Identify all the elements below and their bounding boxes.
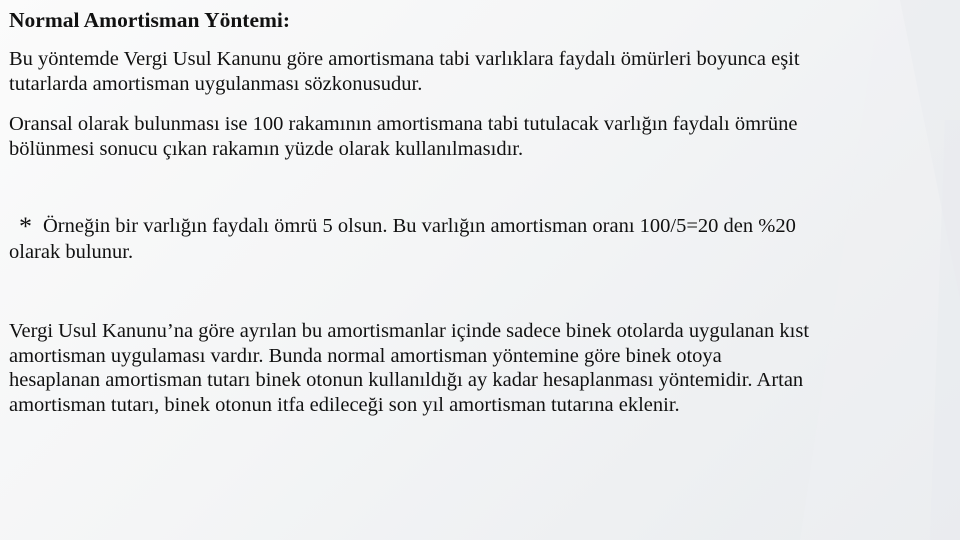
asterisk-bullet-icon: * (19, 212, 32, 241)
paragraph-partial-line-2: amortisman uygulaması vardır. Bunda normal amortisman yöntemine göre binek otoya (9, 344, 722, 367)
paragraph-definition-line-1: Bu yöntemde Vergi Usul Kanunu göre amortismana tabi varlıklara faydalı ömürleri boyunca eşit (9, 48, 800, 70)
paragraph-rate (9, 112, 949, 161)
paragraph-partial-depreciation (9, 319, 949, 417)
example-line-1 (9, 214, 949, 240)
paragraph-partial-line-4: amortisman tutarı, binek otonun itfa edileceği son yıl amortisman tutarına eklenir. (9, 393, 680, 416)
example-text-line-1: Örneğin bir varlığın faydalı ömrü 5 olsun. Bu varlığın amortisman oranı 100/5=20 den %20 (43, 215, 796, 237)
paragraph-partial-line-3: hesaplanan amortisman tutarı binek otonun kullanıldığı ay kadar hesaplanması yöntemidir. Artan (9, 369, 804, 391)
example-line-2: olarak bulunur. (9, 240, 134, 263)
paragraph-rate-line-2: bölünmesi sonucu çıkan rakamın yüzde olarak kullanılmasıdır. (9, 137, 524, 160)
example-block (9, 214, 949, 264)
paragraph-definition (9, 47, 949, 96)
paragraph-partial-line-1: Vergi Usul Kanunu’na göre ayrılan bu amortismanlar içinde sadece binek otolarda uygulanan kıst (9, 320, 810, 342)
paragraph-definition-line-2: tutarlarda amortisman uygulanması sözkonusudur. (9, 72, 423, 95)
slide-title: Normal Amortisman Yöntemi: (9, 8, 291, 32)
paragraph-rate-line-1: Oransal olarak bulunması ise 100 rakamının amortismana tabi tutulacak varlığın faydalı ömrüne (9, 113, 798, 135)
